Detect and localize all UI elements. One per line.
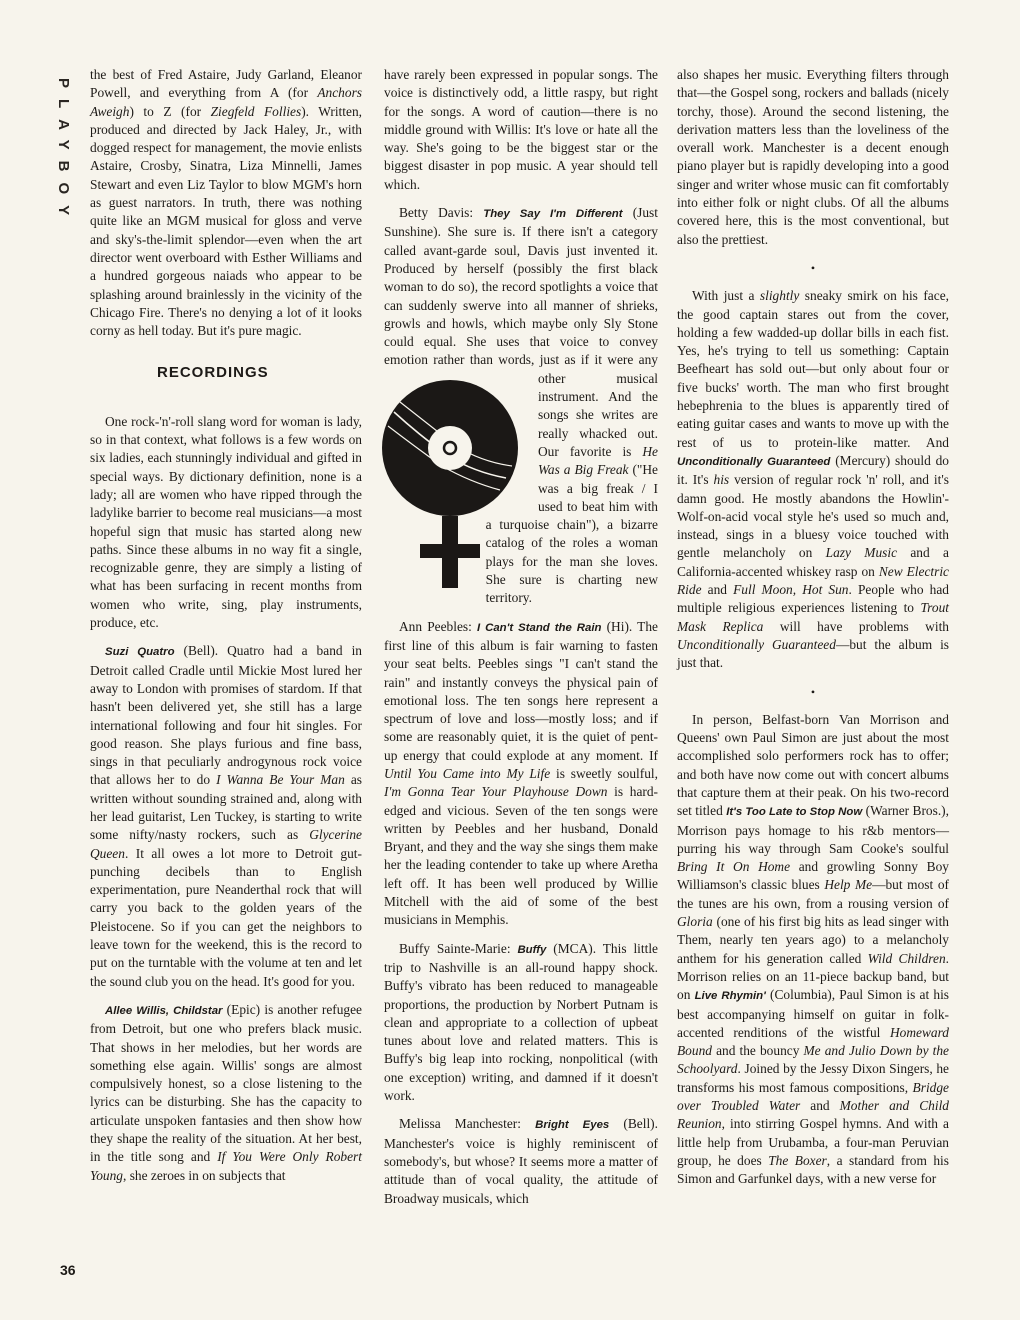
text-run: the best of Fred Astaire, Judy Garland, Eleanor Powell, and everything from A (for [90,67,362,101]
text-run: is sweetly soulful, [550,765,658,781]
text-run: and [701,582,734,598]
album-title: Allee Willis, Childstar [105,1004,223,1017]
title-italic: The Boxer [768,1152,827,1168]
title-italic: Ziegfeld Follies [210,103,302,119]
title-italic: his [713,472,730,488]
text-run: . It all owes a lot more to Detroit gut-punching decibels than to English experimentation, pure Neanderthal rock that will carry you back to the golden years of the Pleistocene. So if you can get the neighbors to leave town for the weekend, this is the record to put on the turntable with the volume at ten and let the sound club you on the head. It's good for you. [90,845,362,989]
text-run: (Bell). Manchester's voice is highly reminiscent of somebody's, but whose? It seems more a matter of attitude than of vocal quality, the attitude of Broadway musicals, which [384,1116,658,1206]
album-title: It's Too Late to Stop Now [726,806,863,819]
paragraph [90,642,362,991]
text-run: Ann Peebles: [399,618,477,634]
text-run: will have problems with [763,618,949,634]
paragraph [677,287,949,672]
title-italic: Trout Mask Replica [677,600,949,634]
text-run: (Columbia), Paul Simon is at his best accompanying himself on guitar in folk-accented renditions of the wistful [677,987,949,1040]
text-run: , a standard from his Simon and Garfunkel days, with a new verse for [677,1152,949,1187]
text-run: , she zeroes in on subjects that [123,1167,286,1183]
title-italic: slightly [759,288,800,304]
title-italic: If You Were Only Robert Young [90,1149,362,1183]
text-run: —but most of the tunes are his own, from a rousing version of [677,877,949,911]
paragraph [677,711,949,1189]
title-italic: He Was a Big Freak [538,443,658,478]
text-run: and growling Sonny Boy Williamson's classic blues [677,859,949,893]
paragraph [384,1115,658,1207]
title-italic: Wild Children [867,950,946,966]
text-run: Betty Davis: [399,205,484,221]
title-italic: Help Me [824,877,873,893]
title-italic: Unconditionally Guaranteed [677,636,836,652]
title-italic: Glycerine Queen [90,827,362,861]
text-run: and a California-accented whiskey rasp on [677,545,949,579]
paragraph [384,940,658,1106]
paragraph [384,66,658,194]
title-italic: Gloria [677,914,713,930]
text-run: is hard-edged and vicious. Seven of the ten songs were written by Peebles and her husband, Donald Bryant, and they and the way she sings them make her the leading contender to take up where Aretha left off. It has been well produced by Willie Mitchell with the aid of some of the best musicians in Memphis. [384,784,658,928]
paragraph [90,413,362,633]
title-italic: Full Moon, Hot Sun [733,582,849,598]
text-run: and [800,1098,840,1114]
text-run: . People who had multiple religious experiences listening to [677,582,950,616]
text-run: (one of his first big hits as lead singer with Them, nearly ten years ago) to a melancholy anthem for his generation called [677,914,949,966]
album-title: Unconditionally Guaranteed [677,455,831,468]
text-run: ). Written, produced and directed by Jack Haley, Jr., with dogged respect for management, the movie enlists Astaire, Crosby, Sinatra, Liza Minnelli, James Stewart and even Liz Taylor to blow MGM's horn as guest narrators. In truth, there was nothing quite like an MGM musical for gloss and verve and sky's-the-limit splendor—even when the art director went overboard with Esther Williams and a hundred gorgeous naiads who appear to be splashing around brainlessly in the vicinity of the Chicago Fire. There's no denying a lot of it looks corny as hell today. But it's pure magic. [90,103,362,339]
section-separator: • [810,684,816,699]
title-italic: Until You Came into My Life [384,765,551,781]
text-run: (Hi). The first line of this album is fair warning to fasten your seat belts. Peebles sings "I can't stand the rain" and instantly conveys the physical pain of emotional loss. The ten songs here represent a spectrum of love and loss—mostly loss; and if some are reasonably quiet, it is the quiet of pent-up energy that could explode at any moment. If [384,618,658,763]
section-separator: • [810,260,816,275]
paragraph [90,66,362,340]
text-run: (Just Sunshine). She sure is. If there isn't a category called avant-garde soul, Davis just invented it. Produced by herself (possibly the first black woman to do so), the record spotlights a voice that can suddenly swerve into all manner of shrieks, growls and howls, which maybe only Sly Stone could equal. She uses that voice to convey emotion rather than words, just as if it were any other musical instrument. And the songs she writes are really whacked out. Our favorite is [384,205,658,459]
section-heading: RECORDINGS [157,364,269,382]
text-run: One rock-'n'-roll slang word for woman is lady, so in that context, what follows is a few words on six ladies, each stunningly individual and gifted in special ways. By dictionary definition, none is a lady; all are women who have ripped through the ladylike barrier to become real musicians—a most hopeful sign that music has started along new paths. Since these albums in no way fit a single, recognizable genre, they are simply a listing of what has been surfacing in recent months from women who write, sing, play instruments, produce, etc. [90,413,362,631]
text-run: ("He was a big freak / I used to beat him with a turquoise chain"), a bizarre catalog of the roles a woman plays for the man she loves. She sure is charting new territory. [485,462,659,606]
masthead: PLAYBOY [55,78,72,227]
text-run: . Joined by the Jessy Dixon Singers, he transforms his most famous compositions, [677,1061,949,1095]
album-title: I Can't Stand the Rain [476,621,602,634]
text-run: . Morrison relies on an 11-piece backup band, but on [677,950,950,1003]
text-run: ) to Z (for [129,103,211,119]
title-italic: I'm Gonna Tear Your Playhouse Down [384,784,608,800]
text-run: (Bell). Quatro had a band in Detroit called Cradle until Mickie Most lured her away to London with promises of stardom. If that hasn't been delivered yet, she still has a large international following and four hit singles. For good reason. She plays furious and fine bass, sings in that peculiarly androgynous rock voice that allows her to do [90,643,362,788]
text-run: (Epic) is another refugee from Detroit, but one who prefers black music. That shows in her melodies, but her words are something else again. Willis' songs are almost compulsively honest, so a close listening to the lyrics can be disturbing. She has the capacity to articulate unspoken fantasies and then show how they shape the reality of the situation. At her best, in the title song and [90,1001,362,1165]
album-title: Buffy [517,943,547,956]
text-run: (Mercury) should do it. It's [677,452,949,488]
column-3 [677,66,949,1189]
paragraph [90,1001,362,1185]
album-title: Live Rhymin' [694,990,766,1003]
column-1 [90,66,362,1185]
text-run: version of regular rock 'n' roll, and it's damn good. He mostly abandons the Howlin'-Wolf-on-acid vocal style he's used so much and, instead, sings in a bluesy voice touched with gentle melancholy on [677,472,949,561]
title-italic: Bring It On Home [677,859,791,875]
title-italic: Mother and Child Reunion [677,1098,950,1132]
title-italic: Me and Julio Down by the Schoolyard [677,1043,949,1077]
text-run: Buffy Sainte-Marie: [399,940,518,956]
text-run: and the bouncy [711,1043,804,1059]
title-italic: Bridge over Troubled Water [677,1079,949,1114]
text-run: , into stirring Gospel hymns. And with a little help from Urubamba, a four-man Peruvian group, he does [677,1116,949,1168]
text-run: Melissa Manchester: [399,1116,536,1132]
text-run: With just a [692,288,760,304]
text-run: sneaky smirk on his face, the good captain stares out from the cover, holding a few wadded-up dollar bills in each fist. Yes, he's trying to tell us something: Captain Beefheart has sold out—but only about four or five bucks' worth. The man who first brought hebephrenia to the blues is apparently tired of eating guitar cases and wants to move up with the rest of us to protein-like matter. And [677,288,949,450]
title-italic: Lazy Music [825,545,898,561]
text-run: In person, Belfast-born Van Morrison and Queens' own Paul Simon are just about the most accomplished solo performers rock has to offer; and both have now come out with concert albums that capture them at their peak. On his two-record set titled [677,711,949,819]
text-run: —but the album is just that. [677,636,950,671]
text-run: as written without sounding strained and, along with her lead guitarist, Len Tuckey, is starting to write some nifty/nasty rockers, such as [90,772,362,843]
album-title: They Say I'm Different [483,208,623,221]
page-number: 36 [60,1262,76,1278]
text-run: (MCA). This little trip to Nashville is an all-round happy shock. Buffy's vibrato has been reduced to manageable proportions, the production by Norbert Putnam is clean and appropriate to a collection of upbeat tunes about love and related matters. This is Buffy's big leap into rocking, nonpolitical (with one exception) writing, and damned if it doesn't work. [384,940,658,1104]
text-run: (Warner Bros.), Morrison pays homage to his r&b mentors—purring his way through Sam Cooke's soulful [677,803,949,856]
title-italic: Homeward Bound [677,1024,949,1059]
text-run: have rarely been expressed in popular songs. The voice is distinctively odd, a little raspy, but right for the songs. A word of caution—there is no middle ground with Willis: It's love or hate all the way. She's going to be the biggest star or the biggest disaster in pop music. A year should tell which. [384,67,658,192]
column-2 [384,66,658,1208]
title-italic: New Electric Ride [677,563,949,598]
album-title: Suzi Quatro [105,646,175,659]
title-italic: I Wanna Be Your Man [216,772,345,788]
title-italic: Anchors Aweigh [90,85,362,119]
paragraph [384,618,658,930]
text-run: also shapes her music. Everything filters through that—the Gospel song, rockers and ballads (nicely torchy, those). Around the second listening, the derivation matters less than the loveliness of the overall work. Manchester is a decent enough piano player but is rapidly developing into a good singer and writer whose music can fit comfortably into either folk or night clubs. Of all the albums covered here, this is the most conventional, but also the prettiest. [677,67,949,247]
album-title: Bright Eyes [535,1119,610,1132]
paragraph [384,204,658,608]
paragraph [677,66,949,249]
